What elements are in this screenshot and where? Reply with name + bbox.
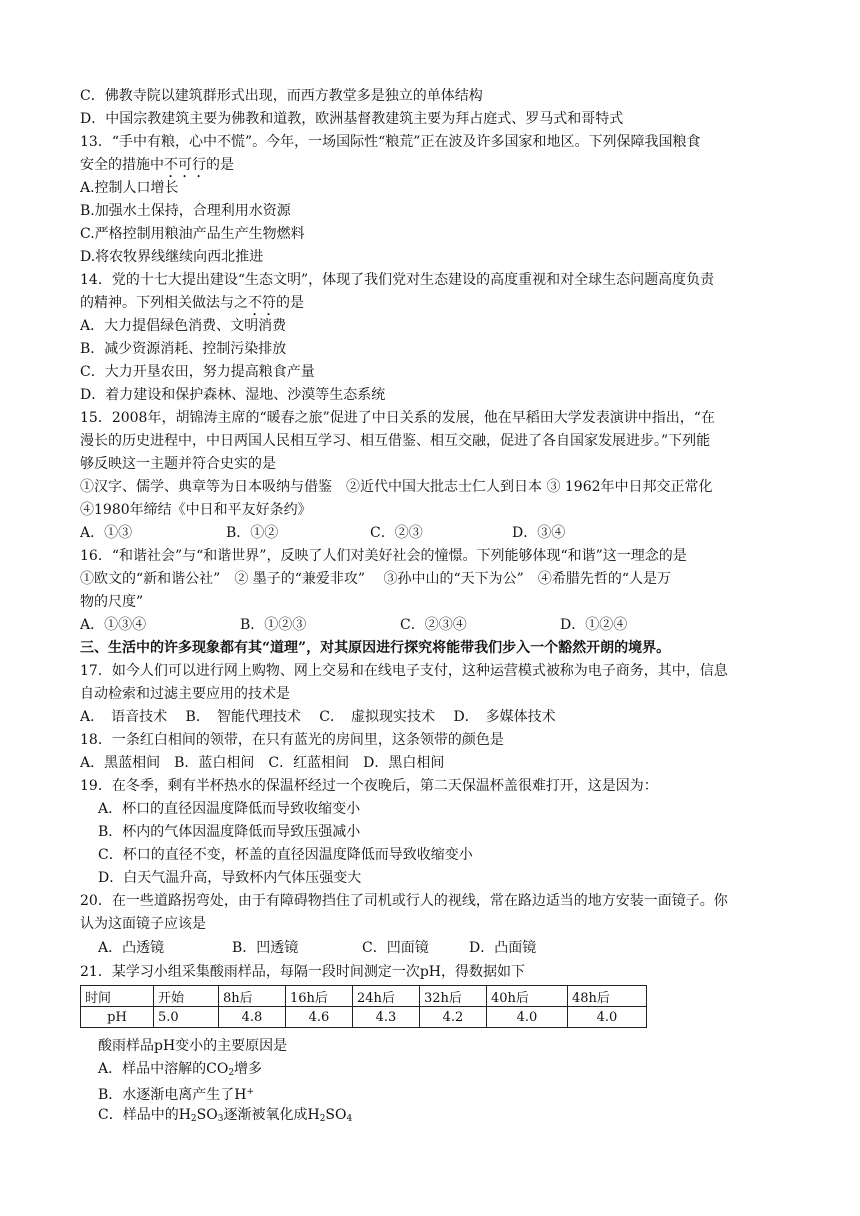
q18-stem: 18．一条红白相间的领带，在只有蓝光的房间里，这条领带的颜色是 <box>80 732 504 748</box>
table-cell: 4.8 <box>219 1007 286 1028</box>
q19-option-d: D．白天气温升高，导致杯内气体压强变大 <box>98 870 362 886</box>
q19-option-a: A．杯口的直径因温度降低而导致收缩变小 <box>98 801 361 817</box>
q21-c-sub4: 4 <box>346 1114 353 1124</box>
q12-option-c: C．佛教寺院以建筑群形式出现，而西方教堂多是独立的单体结构 <box>80 88 483 104</box>
q21-b-superscript: + <box>246 1087 255 1097</box>
q15-stem-line1: 15．2008年，胡锦涛主席的“暖春之旅”促进了中日关系的发展，他在早稻田大学发表演讲中指出，“在 <box>80 410 715 426</box>
q20-stem-line1: 20．在一些道路拐弯处，由于有障碍物挡住了司机或行人的视线，常在路边适当的地方安装一面镜子。你 <box>80 893 728 909</box>
q13-stem-pre: 安全的措施中 <box>80 157 164 173</box>
table-header-cell: 24h后 <box>353 986 420 1007</box>
q15-option-b: B．①② <box>226 525 279 541</box>
q19-option-b: B．杯内的气体因温度降低而导致压强减小 <box>98 824 361 840</box>
q17-stem-line1: 17．如今人们可以进行网上购物、网上交易和在线电子支付，这种运营模式被称为电子商务，其中，信息 <box>80 663 728 679</box>
q13-option-b: B.加强水土保持，合理利用水资源 <box>80 203 291 219</box>
q19-stem: 19．在冬季，剩有半杯热水的保温杯经过一个夜晚后，第二天保温杯盖很难打开，这是因为： <box>80 778 658 794</box>
q14-option-d: D．着力建设和保护森林、湿地、沙漠等生态系统 <box>80 387 386 403</box>
q20-option-d: D．凸面镜 <box>469 940 537 956</box>
table-row-label: pH <box>81 1007 154 1028</box>
q21-a-text: A．样品中溶解的CO <box>98 1061 229 1077</box>
q21-c-sub1: 2 <box>190 1114 197 1124</box>
q20-option-a: A．凸透镜 <box>98 940 165 956</box>
table-header-cell: 48h后 <box>568 986 647 1007</box>
q13-option-a: A.控制人口增长 <box>80 180 179 196</box>
table-row <box>81 986 647 1007</box>
q21-c-sub3: 2 <box>319 1114 326 1124</box>
q13-option-c: C.严格控制用粮油产品生产生物燃料 <box>80 226 305 242</box>
q15-stem-line3: 够反映这一主题并符合史实的是 <box>80 456 276 472</box>
q15-option-c: C．②③ <box>370 525 423 541</box>
q15-option-a: A．①③ <box>80 525 133 541</box>
q21-option-c <box>98 1105 352 1129</box>
section-3-heading: 三、生活中的许多现象都有其“道理”，对其原因进行探究将能带我们步入一个豁然开朗的境界。 <box>80 640 671 656</box>
table-row <box>81 1007 647 1028</box>
q16-option-b: B．①②③ <box>240 617 307 633</box>
q14-emphasis: 不符 <box>248 295 276 311</box>
q15-items-line1: ①汉字、儒学、典章等为日本吸纳与借鉴 ②近代中国大批志士仁人到日本 ③ 1962年中日邦交正常化 <box>80 479 713 495</box>
q21-c-text: C．样品中的H <box>98 1107 191 1123</box>
q21-a-text-end: 增多 <box>234 1061 263 1077</box>
q20-stem-line2: 认为这面镜子应该是 <box>80 916 206 932</box>
q21-c-text2: SO <box>196 1107 218 1123</box>
ph-data-table <box>80 985 647 1028</box>
q21-option-a <box>98 1059 262 1083</box>
q14-option-c: C．大力开垦农田，努力提高粮食产量 <box>80 364 315 380</box>
table-header-cell: 32h后 <box>420 986 487 1007</box>
q21-option-b <box>98 1082 254 1105</box>
table-header-cell: 时间 <box>81 986 154 1007</box>
table-header-cell: 开始 <box>154 986 219 1007</box>
q16-option-c: C．②③④ <box>400 617 467 633</box>
table-header-cell: 8h后 <box>219 986 286 1007</box>
table-header-cell: 16h后 <box>286 986 353 1007</box>
q16-option-a: A．①③④ <box>80 617 147 633</box>
q19-option-c: C．杯口的直径不变，杯盖的直径因温度降低而导致收缩变小 <box>98 847 473 863</box>
q14-stem-post: 的是 <box>276 295 304 311</box>
q18-options: A．黑蓝相间 B．蓝白相间 C．红蓝相间 D．黑白相间 <box>80 755 445 771</box>
q20-option-c: C．凹面镜 <box>362 940 429 956</box>
q13-stem-line1: 13．“手中有粮，心中不慌”。今年，一场国际性“粮荒”正在波及许多国家和地区。下列保障我国粮食 <box>80 134 701 150</box>
table-cell: 4.6 <box>286 1007 353 1028</box>
q21-stem: 21．某学习小组采集酸雨样品，每隔一段时间测定一次pH，得数据如下 <box>80 964 525 980</box>
table-cell: 4.2 <box>420 1007 487 1028</box>
q21-a-subscript: 2 <box>228 1068 235 1078</box>
q14-stem-pre: 的精神。下列相关做法与之 <box>80 295 248 311</box>
q21-c-sub2: 3 <box>217 1114 224 1124</box>
q15-option-d: D．③④ <box>512 525 566 541</box>
q21-c-text4: SO <box>325 1107 347 1123</box>
q17-options: A． 语音技术 B． 智能代理技术 C． 虚拟现实技术 D． 多媒体技术 <box>80 709 556 725</box>
q15-stem-line2: 漫长的历史进程中，中日两国人民相互学习、相互借鉴、相互交融，促进了各自国家发展进步。”下列能 <box>80 433 711 449</box>
q17-stem-line2: 自动检索和过滤主要应用的技术是 <box>80 686 290 702</box>
q21-question: 酸雨样品pH变小的主要原因是 <box>98 1038 288 1054</box>
q16-items-line1: ①欧文的“新和谐公社” ② 墨子的“兼爱非攻” ③孙中山的“天下为公” ④希腊先哲的“人是万 <box>80 571 671 587</box>
q14-stem-line1: 14．党的十七大提出建设“生态文明”，体现了我们党对生态建设的高度重视和对全球生态问题高度负责 <box>80 272 715 288</box>
q16-items-line2: 物的尺度” <box>80 594 144 610</box>
q21-b-text: B．水逐渐电离产生了H <box>98 1087 247 1103</box>
q15-items-line2: ④1980年缔结《中日和平友好条约》 <box>80 502 312 518</box>
q14-option-b: B．减少资源消耗、控制污染排放 <box>80 341 287 357</box>
table-cell: 4.0 <box>568 1007 647 1028</box>
q16-option-d: D．①②④ <box>560 617 628 633</box>
table-cell: 4.3 <box>353 1007 420 1028</box>
q12-option-d: D．中国宗教建筑主要为佛教和道教，欧洲基督教建筑主要为拜占庭式、罗马式和哥特式 <box>80 111 624 127</box>
q16-stem-line1: 16．“和谐社会”与“和谐世界”，反映了人们对美好社会的憧憬。下列能够体现“和谐”这一理念的是 <box>80 548 687 564</box>
q13-emphasis: 不可行 <box>164 157 206 173</box>
table-cell: 5.0 <box>154 1007 219 1028</box>
q20-option-b: B．凹透镜 <box>232 940 299 956</box>
q13-stem-post: 的是 <box>206 157 234 173</box>
q21-c-text3: 逐渐被氧化成H <box>223 1107 320 1123</box>
q13-option-d: D.将农牧界线继续向西北推进 <box>80 249 264 265</box>
table-cell: 4.0 <box>487 1007 568 1028</box>
table-header-cell: 40h后 <box>487 986 568 1007</box>
q14-option-a: A．大力提倡绿色消费、文明消费 <box>80 318 287 334</box>
